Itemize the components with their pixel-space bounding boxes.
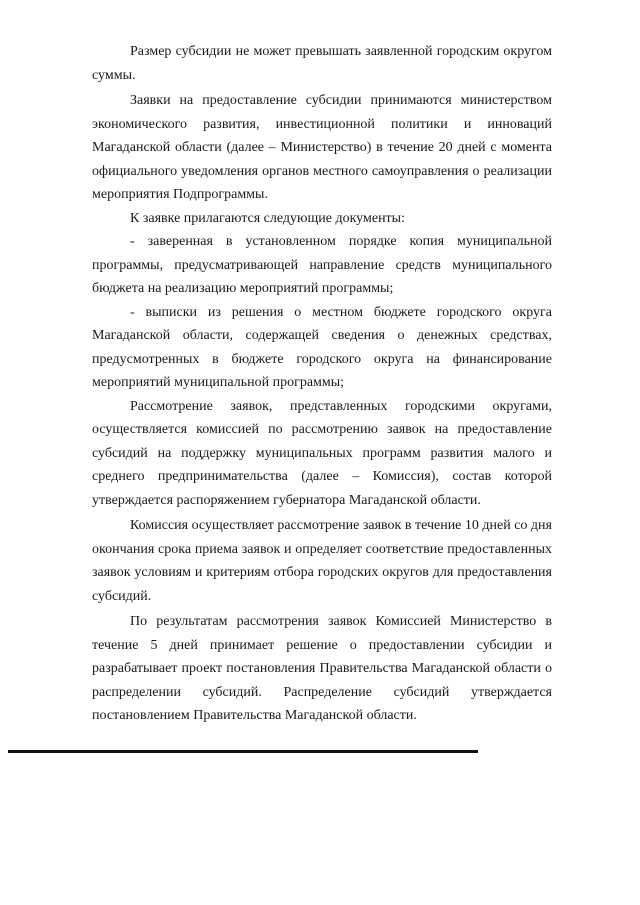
list-item-program-copy: - заверенная в установленном порядке копия муниципальной программы, предусматривающей направление средств муниципального бюджета на реализацию мероприятий программы; [92, 234, 552, 296]
paragraph-commission: Комиссия осуществляет рассмотрение заявок в течение 10 дней со дня окончания срока приема заявок и определяет соответствие предоставленных заявок условиям и критериям отбора городских округов для предоставления субсидий. [92, 518, 552, 604]
paragraph-subsidy-limit: Размер субсидии не может превышать заявленной городским округом суммы. [92, 44, 552, 83]
paragraph-results: По результатам рассмотрения заявок Комиссией Министерство в течение 5 дней принимает решение о предоставлении субсидии и разрабатывает проект постановления Правительства Магаданской области о распределении субсидий. Распределение субсидий утверждается постановлением Правительства Магаданской области. [92, 614, 552, 723]
page-divider-line [8, 750, 478, 753]
paragraph-attachments-intro: К заявке прилагаются следующие документы: [130, 210, 405, 226]
paragraph-applications: Заявки на предоставление субсидии принимаются министерством экономического развития, инвестиционной политики и инноваций Магаданской области (далее – Министерство) в течение 20 дней с момента официального уведомления органов местного самоуправления о реализации мероприятия Подпрограммы. [92, 93, 552, 202]
document-body [92, 40, 552, 728]
paragraph-review: Рассмотрение заявок, представленных городскими округами, осуществляется комиссией по рассмотрению заявок на предоставление субсидий на поддержку муниципальных программ развития малого и среднего предпринимательства (далее – Комиссия), состав которой утверждается распоряжением губернатора Магаданской области. [92, 398, 552, 508]
list-item-budget-extract: - выписки из решения о местном бюджете городского округа Магаданской области, содержащей сведения о денежных средствах, предусмотренных в бюджете городского округа на финансирование мероприятий муниципальной программы; [92, 304, 552, 390]
